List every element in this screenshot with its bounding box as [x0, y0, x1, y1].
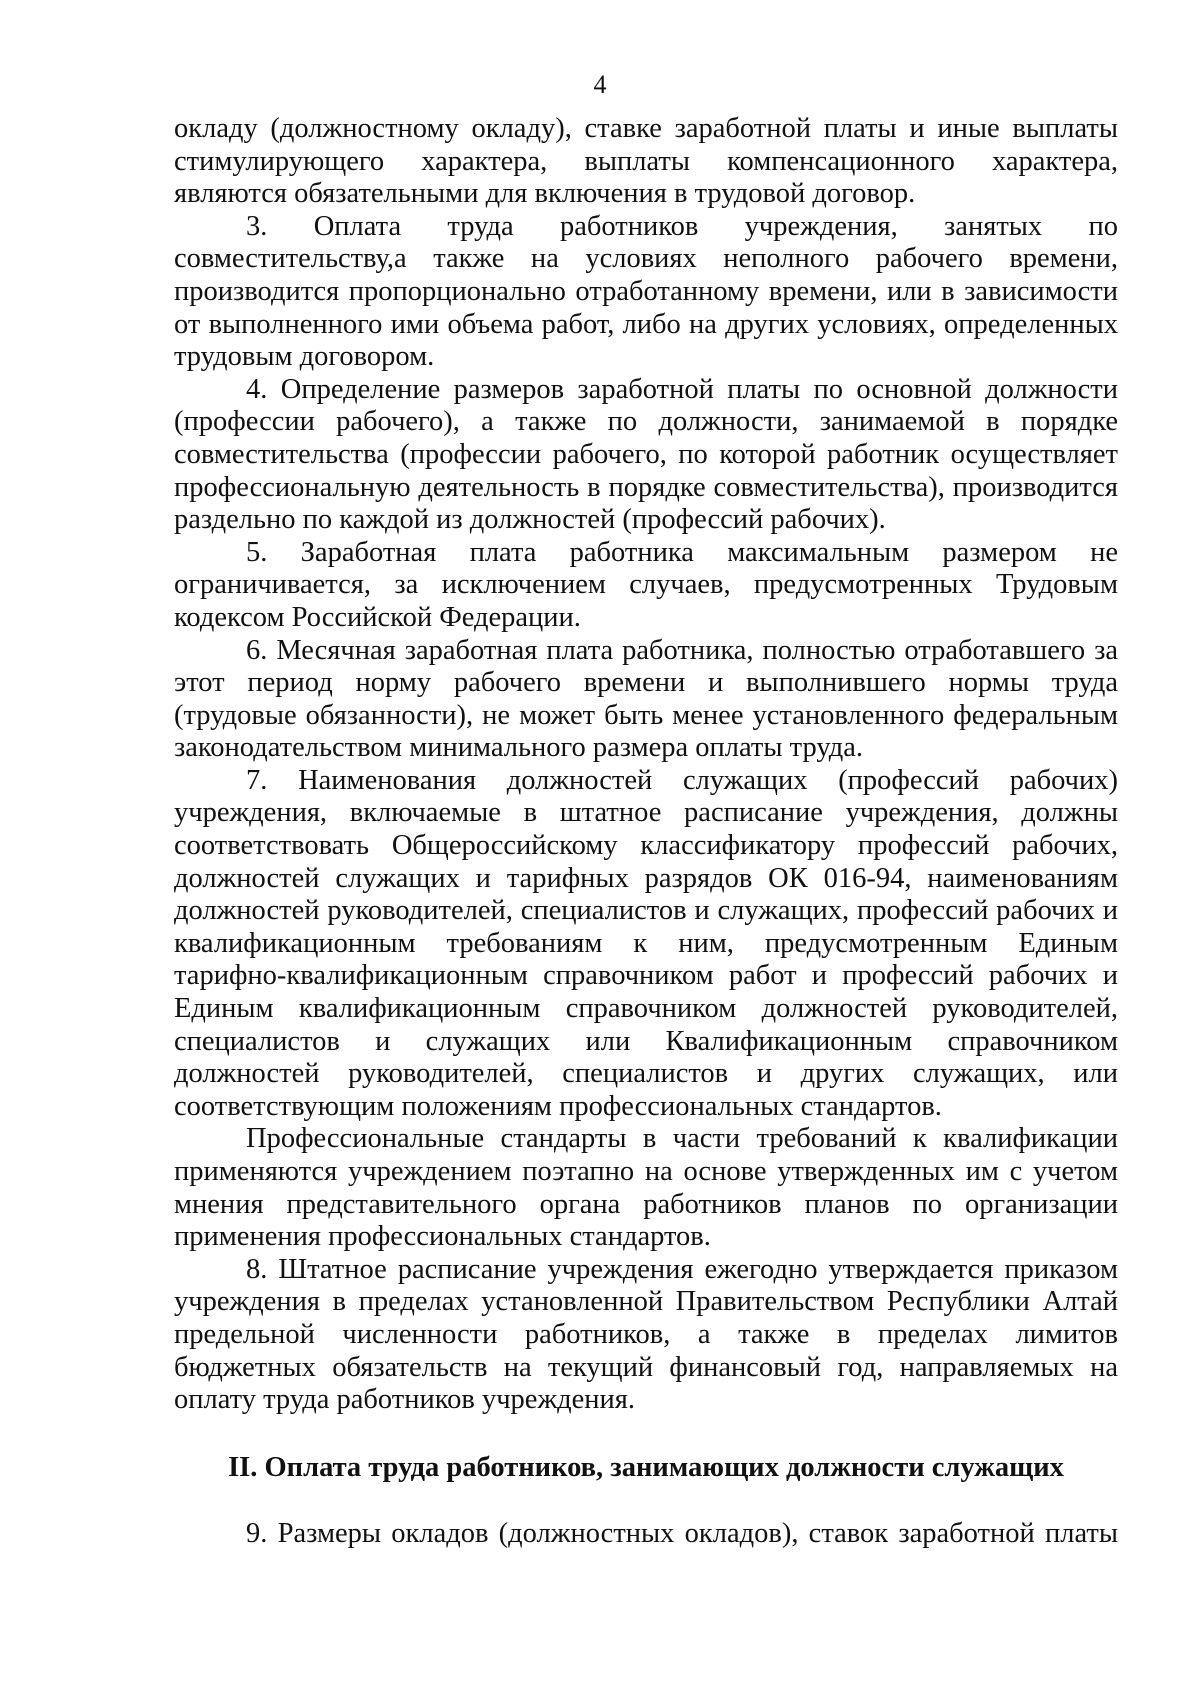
body-text: [174, 113, 1118, 1417]
paragraph-4: 4. Определение размеров заработной платы по основной должности (профессии рабочего), а также по должности, занимаемой в порядке совместительства (профессии рабочего, по которой работник осуществляет профессиональную деятельность в порядке совместительства), производится раздельно по каждой из должностей (профессий рабочих).: [174, 373, 1118, 536]
section-heading: II. Оплата труда работников, занимающих должности служащих: [228, 1452, 1064, 1483]
paragraph-professional-standards: Профессиональные стандарты в части требований к квалификации применяются учреждением поэтапно на основе утвержденных им с учетом мнения представительного органа работников планов по организации применения профессиональных стандартов.: [174, 1123, 1118, 1253]
page-number: 4: [593, 70, 607, 99]
paragraph-5: 5. Заработная плата работника максимальным размером не ограничивается, за исключением случаев, предусмотренных Трудовым кодексом Российской Федерации.: [174, 536, 1118, 633]
paragraph-continuation: окладу (должностному окладу), ставке заработной платы и иные выплаты стимулирующего характера, выплаты компенсационного характера, являются обязательными для включения в трудовой договор.: [174, 113, 1118, 210]
paragraph-6: 6. Месячная заработная плата работника, полностью отработавшего за этот период норму рабочего времени и выполнившего нормы труда (трудовые обязанности), не может быть менее установленного федеральным законодательством минимального размера оплаты труда.: [174, 634, 1118, 764]
paragraph-9: 9. Размеры окладов (должностных окладов), ставок заработной платы: [246, 1518, 1118, 1549]
body-text-continued: [174, 1518, 1118, 1551]
paragraph-3: 3. Оплата труда работников учреждения, занятых по совместительству,а также на условиях неполного рабочего времени, производится пропорционально отработанному времени, или в зависимости от выполненного ими объема работ, либо на других условиях, определенных трудовым договором.: [174, 210, 1118, 373]
paragraph-8: 8. Штатное расписание учреждения ежегодно утверждается приказом учреждения в пределах установленной Правительством Республики Алтай предельной численности работников, а также в пределах лимитов бюджетных обязательств на текущий финансовый год, направляемых на оплату труда работников учреждения.: [174, 1253, 1118, 1416]
paragraph-7: 7. Наименования должностей служащих (профессий рабочих) учреждения, включаемые в штатное расписание учреждения, должны соответствовать Общероссийскому классификатору профессий рабочих, должностей служащих и тарифных разрядов ОК 016-94, наименованиям должностей руководителей, специалистов и служащих, профессий рабочих и квалификационным требованиям к ним, предусмотренным Единым тарифно-квалификационным справочником работ и профессий рабочих и Единым квалификационным справочником должностей руководителей, специалистов и служащих или Квалификационным справочником должностей руководителей, специалистов и других служащих, или соответствующим положениям профессиональных стандартов.: [174, 764, 1118, 1122]
